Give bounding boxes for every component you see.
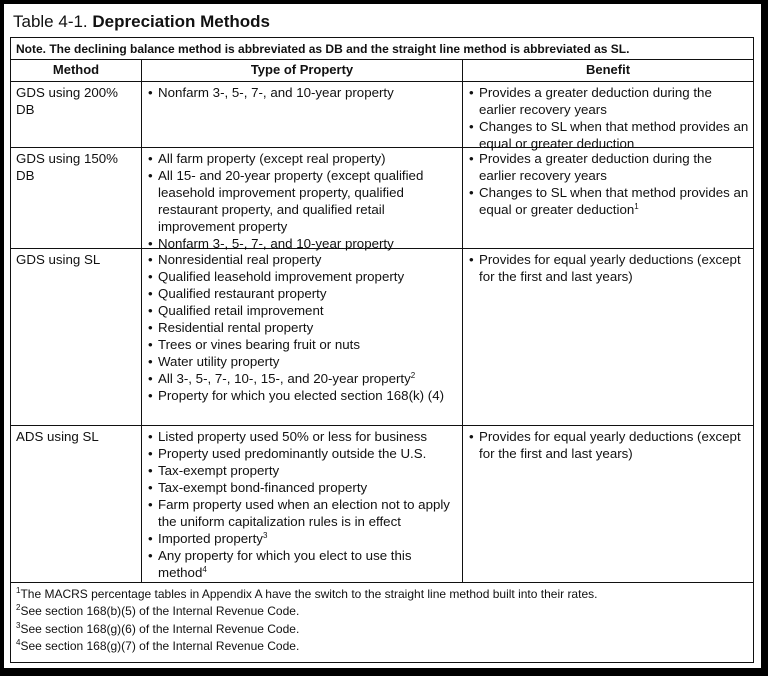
footnote-reference: 2 <box>410 371 416 380</box>
property-item-text: Property for which you elected section 168(k) (4) <box>158 388 445 403</box>
property-cell <box>142 426 463 582</box>
footnote <box>16 586 748 603</box>
property-item-text: All 15- and 20-year property (except qualified leasehold improvement property, qualified restaurant property, and qualified retail improvement property <box>158 168 424 234</box>
benefit-item-text: Changes to SL when that method provides an equal or greater deduction <box>479 119 749 151</box>
benefit-item-text: Provides a greater deduction during the earlier recovery years <box>479 151 712 183</box>
header-method: Method <box>11 60 142 81</box>
property-item-text: Trees or vines bearing fruit or nuts <box>158 337 361 352</box>
property-item <box>148 387 458 404</box>
property-item-text: Nonfarm 3-, 5-, 7-, and 10-year property <box>158 85 394 100</box>
table-body <box>11 82 753 583</box>
benefit-item-text: Changes to SL when that method provides an equal or greater deduction <box>479 185 749 217</box>
benefit-cell <box>463 148 753 248</box>
footnote-text: See section 168(g)(6) of the Internal Revenue Code. <box>20 621 300 636</box>
method-cell: GDS using SL <box>11 249 142 425</box>
table-row <box>11 148 753 249</box>
property-cell <box>142 249 463 425</box>
property-item <box>148 428 458 445</box>
footnote-text: See section 168(g)(7) of the Internal Revenue Code. <box>20 638 300 653</box>
benefit-item <box>469 84 749 118</box>
property-item <box>148 479 458 496</box>
benefit-item-text: Provides for equal yearly deductions (except for the first and last years) <box>479 429 741 461</box>
property-item-text: Listed property used 50% or less for business <box>158 429 428 444</box>
method-cell: ADS using SL <box>11 426 142 582</box>
benefit-cell <box>463 249 753 425</box>
footnote <box>16 638 748 655</box>
footnote-reference: 4 <box>202 565 207 574</box>
table-name: Depreciation Methods <box>92 12 270 31</box>
benefit-item-text: Provides for equal yearly deductions (except for the first and last years) <box>479 252 741 284</box>
document-page <box>4 4 761 668</box>
property-item <box>148 336 458 353</box>
property-cell <box>142 82 463 147</box>
footnote <box>16 603 748 620</box>
footnote-text: The MACRS percentage tables in Appendix A have the switch to the straight line method built into their rates. <box>20 587 598 601</box>
depreciation-table <box>10 37 754 663</box>
property-item <box>148 251 458 268</box>
property-item-text: All farm property (except real property) <box>158 151 386 166</box>
benefit-cell <box>463 426 753 582</box>
table-row <box>11 426 753 583</box>
property-item <box>148 547 458 581</box>
footnote-mark: 1 <box>16 586 21 595</box>
property-item <box>148 302 458 319</box>
property-item-text: All 3-, 5-, 7-, 10-, 15-, and 20-year property <box>158 371 411 386</box>
property-item-text: Residential rental property <box>158 320 314 335</box>
property-item <box>148 285 458 302</box>
table-header-row <box>11 60 753 82</box>
benefit-item <box>469 150 749 184</box>
benefit-list <box>469 150 749 218</box>
property-list <box>148 84 458 101</box>
benefit-item <box>469 118 749 152</box>
table-row <box>11 82 753 151</box>
property-list <box>148 251 458 404</box>
property-item-text: Qualified retail improvement <box>158 303 324 318</box>
benefit-item <box>469 184 749 218</box>
property-item-text: Imported property <box>158 531 263 546</box>
property-item <box>148 235 458 252</box>
table-title <box>13 11 270 33</box>
property-item-text: Tax-exempt bond-financed property <box>158 480 368 495</box>
property-item-text: Nonresidential real property <box>158 252 322 267</box>
property-item-text: Nonfarm 3-, 5-, 7-, and 10-year property <box>158 236 394 251</box>
property-item-text: Qualified restaurant property <box>158 286 327 301</box>
property-item <box>148 445 458 462</box>
benefit-item <box>469 251 749 285</box>
property-item <box>148 84 458 101</box>
footnote-reference: 1 <box>634 202 639 211</box>
property-item <box>148 150 458 167</box>
property-cell <box>142 148 463 251</box>
property-item-text: Water utility property <box>158 354 280 369</box>
property-item <box>148 370 458 387</box>
property-item <box>148 268 458 285</box>
property-item <box>148 462 458 479</box>
footnote-mark: 3 <box>16 620 21 630</box>
header-benefit: Benefit <box>585 62 631 77</box>
benefit-cell <box>463 82 753 151</box>
footnotes <box>11 583 753 655</box>
benefit-list <box>469 428 749 462</box>
property-item <box>148 530 458 547</box>
benefit-item <box>469 428 749 462</box>
footnote <box>16 621 748 638</box>
header-property: Type of Property <box>142 60 463 81</box>
method-cell: GDS using 200% DB <box>11 82 142 147</box>
property-item <box>148 496 458 530</box>
table-row <box>11 249 753 426</box>
property-item-text: Qualified leasehold improvement property <box>158 269 405 284</box>
benefit-list <box>469 84 749 152</box>
property-list <box>148 150 458 252</box>
property-item-text: Any property for which you elect to use this method <box>158 548 412 580</box>
footnote-reference: 3 <box>262 531 268 540</box>
property-list <box>148 428 458 581</box>
benefit-item-text: Provides a greater deduction during the earlier recovery years <box>479 85 712 117</box>
method-cell: GDS using 150% DB <box>11 148 142 248</box>
property-item <box>148 167 458 235</box>
property-item <box>148 319 458 336</box>
footnote-mark: 2 <box>16 603 21 613</box>
table-number: Table 4-1. <box>13 12 88 31</box>
property-item <box>148 353 458 370</box>
footnote-mark: 4 <box>16 637 21 647</box>
benefit-list <box>469 251 749 285</box>
property-item-text: Property used predominantly outside the U.S. <box>158 446 427 461</box>
property-item-text: Farm property used when an election not to apply the uniform capitalization rules is in effect <box>158 497 450 529</box>
table-note: Note. The declining balance method is abbreviated as DB and the straight line method is abbreviated as SL. <box>11 38 753 60</box>
footnote-text: See section 168(b)(5) of the Internal Revenue Code. <box>20 604 300 619</box>
property-item-text: Tax-exempt property <box>158 463 280 478</box>
